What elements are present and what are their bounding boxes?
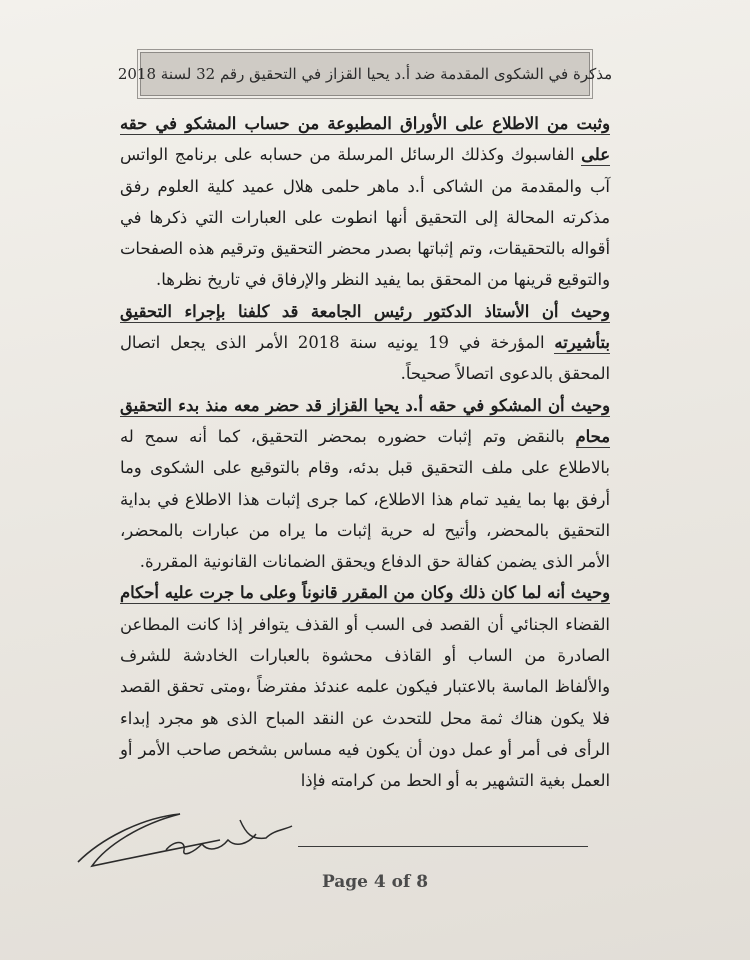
- signature-line: [298, 846, 588, 847]
- paragraph-lead: وحيث أن الأستاذ الدكتور رئيس الجامعة قد كلفنا بإجراء التحقيق بتأشيرته: [120, 301, 610, 353]
- header-title: مذكرة في الشكوى المقدمة ضد أ.د يحيا القزاز في التحقيق رقم 32 لسنة 2018: [117, 65, 613, 83]
- paragraph-4: [120, 577, 610, 796]
- page-number: Page 4 of 8: [321, 872, 429, 892]
- paragraph-text: بالنقض وتم إثبات حضوره بمحضر التحقيق، كما أنه سمح له بالاطلاع على ملف التحقيق قبل بدئه، وقام بالتوقيع على الشكوى وما أرفق بها بما يفيد تمام هذا الاطلاع، كما جرى إثبات هذا الاطلاع في بداية التحقيق بالمحضر، وأتيح له حرية إثبات ما يراه من عبارات بالمحضر، الأمر الذى يضمن كفالة حق الدفاع ويحقق الضمانات القانونية المقررة.: [120, 426, 610, 572]
- paragraph-2: [120, 296, 610, 390]
- handwritten-signature: [70, 800, 300, 880]
- paragraph-lead: وحيث أنه لما كان ذلك وكان من المقرر قانوناً وعلى ما جرت عليه أحكام: [120, 583, 610, 603]
- paragraph-3: [120, 390, 610, 578]
- document-body: [120, 108, 610, 797]
- paragraph-text: المؤرخة في 19 يونيه سنة 2018 الأمر الذى يجعل اتصال المحقق بالدعوى اتصالاً صحيحاً.: [120, 333, 610, 384]
- paragraph-lead: وحيث أن المشكو في حقه أ.د يحيا القزاز قد حضر معه منذ بدء التحقيق محام: [120, 395, 611, 446]
- paragraph-text: الفاسبوك وكذلك الرسائل المرسلة من حسابه على برنامج الواتس آب والمقدمة من الشاكى أ.د ماهر حلمى هلال عميد كلية العلوم رفق مذكرته المحالة إلى التحقيق أنها انطوت على العبارات التي ذكرها في أقواله بالتحقيقات، وتم إثباتها بصدر محضر التحقيق وترقيم هذه الصفحات والتوقيع قرينها من المحقق بما يفيد النظر والإرفاق في تاريخ نظرها.: [120, 145, 610, 290]
- paragraph-lead: وثبت من الاطلاع على الأوراق المطبوعة من حساب المشكو في حقه على: [120, 114, 610, 165]
- paragraph-1: [120, 108, 610, 296]
- paragraph-text: القضاء الجنائي أن القصد فى السب أو القذف يتوافر إذا كانت المطاعن الصادرة من الساب أو القاذف محشوة بالعبارات الخادشة للشرف والألفاظ الماسة بالاعتبار فيكون علمه عندئذ مفترضاً ،ومتى تحقق القصد فلا يكون هناك ثمة محل للتحدث عن النقد المباح الذى هو مجرد إبداء الرأى فى أمر أو عمل دون أن يكون فيه مساس بشخص صاحب الأمر أو العمل بغية التشهير به أو الحط من كرامته فإذا: [120, 614, 610, 791]
- header-box: [117, 52, 613, 96]
